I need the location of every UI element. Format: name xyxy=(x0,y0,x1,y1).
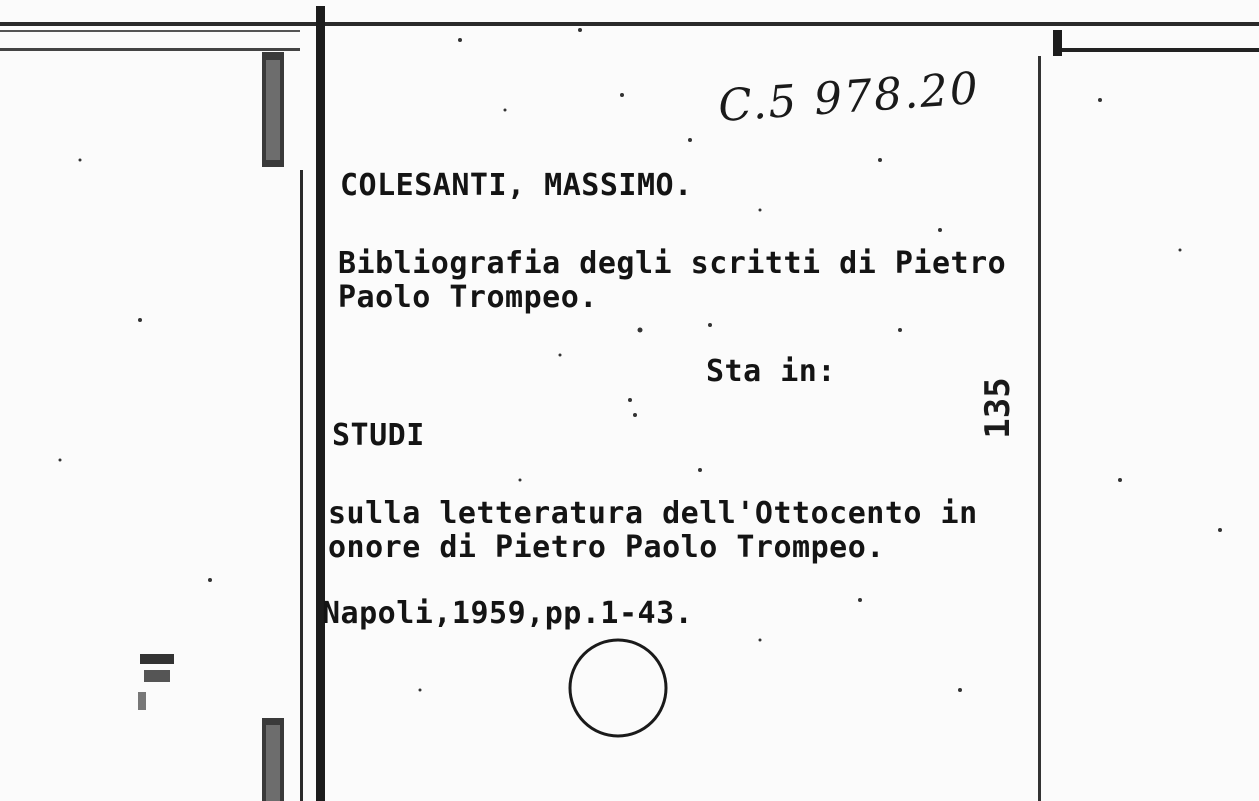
left-ledger-line xyxy=(0,48,300,51)
card-right-corner xyxy=(1053,30,1062,56)
punch-hole xyxy=(570,640,666,736)
card-sta-in: Sta in: xyxy=(706,354,836,389)
card-left-edge xyxy=(316,6,325,801)
card-side-number: 135 xyxy=(978,377,1018,439)
handwritten-shelfmark: C.5 978.20 xyxy=(716,62,982,133)
card-left-shadow xyxy=(300,170,303,801)
top-band-line-left xyxy=(0,30,300,32)
card-subtitle-line-1: sulla letteratura dell'Ottocento in xyxy=(328,496,978,531)
side-stamp-mark xyxy=(134,648,182,718)
card-author: COLESANTI, MASSIMO. xyxy=(340,168,693,203)
card-title-line-1: Bibliografia degli scritti di Pietro xyxy=(338,246,1007,281)
top-band-line-right xyxy=(1060,48,1259,52)
left-scan-strip-bottom-inner xyxy=(266,725,280,801)
left-scan-strip-top-inner xyxy=(266,60,280,160)
scan-speckles xyxy=(59,28,1223,692)
top-band-line xyxy=(0,22,1259,26)
card-right-edge xyxy=(1038,56,1041,801)
card-subtitle-line-2: onore di Pietro Paolo Trompeo. xyxy=(328,530,885,565)
card-imprint: Napoli,1959,pp.1-43. xyxy=(322,596,694,631)
card-title-line-2: Paolo Trompeo. xyxy=(338,280,598,315)
card-series-title: STUDI xyxy=(332,418,425,453)
